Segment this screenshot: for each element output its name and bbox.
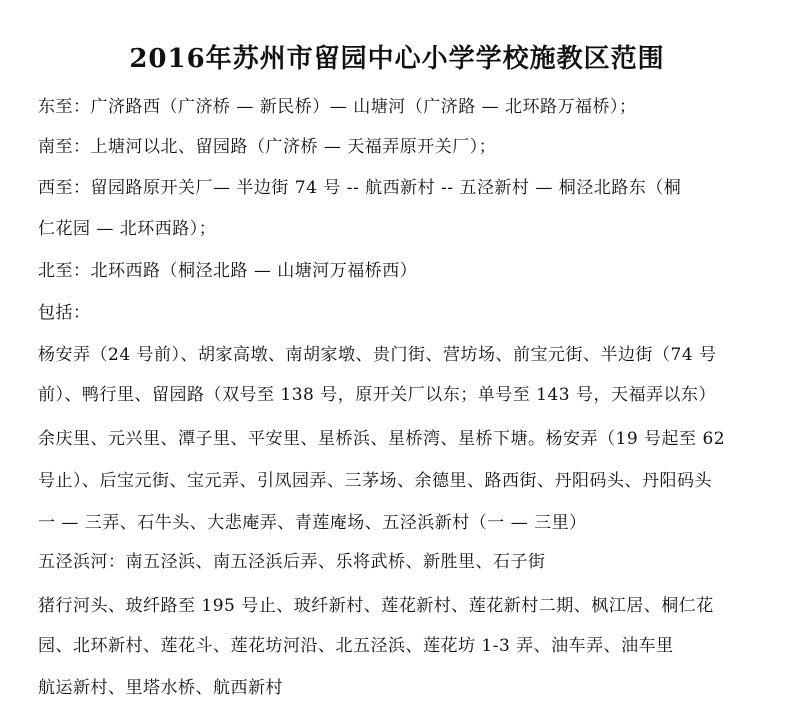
- includes-line: 猪行河头、玻纤路至 195 号止、玻纤新村、莲花新村、莲花新村二期、枫江居、桐仁花: [38, 596, 714, 616]
- document-title: 2016年苏州市留园中心小学学校施教区范围: [129, 44, 665, 74]
- includes-line: 余庆里、元兴里、潭子里、平安里、星桥浜、星桥湾、星桥下塘。杨安弄（19 号起至 62: [38, 429, 726, 449]
- west-boundary-line-continued: 仁花园 — 北环西路）；: [38, 219, 217, 239]
- includes-line: 杨安弄（24 号前）、胡家高墩、南胡家墩、贵门街、营坊场、前宝元街、半边街（74 号: [38, 345, 717, 365]
- west-boundary-line: 西至：留园路原开关厂— 半边街 74 号 -- 航西新村 -- 五泾新村 — 桐泾北路东（桐: [38, 178, 682, 198]
- includes-line: 前）、鸭行里、留园路（双号至 138 号，原开关厂以东；单号至 143 号，天福弄以东）: [38, 385, 717, 405]
- east-boundary-line: 东至：广济路西（广济桥 — 新民桥）— 山塘河（广济路 — 北环路万福桥）；: [38, 97, 637, 117]
- includes-line: 航运新村、里塔水桥、航西新村: [38, 678, 283, 698]
- includes-line: 一 — 三弄、石牛头、大悲庵弄、青莲庵场、五泾浜新村（一 — 三里）: [38, 513, 587, 533]
- includes-line: 园、北环新村、莲花斗、莲花坊河沿、北五泾浜、莲花坊 1-3 弄、油车弄、油车里: [38, 636, 674, 656]
- includes-line: 号止）、后宝元街、宝元弄、引凤园弄、三茅场、余德里、路西街、丹阳码头、丹阳码头: [38, 471, 712, 491]
- north-boundary-line: 北至：北环西路（桐泾北路 — 山塘河万福桥西）: [38, 261, 418, 281]
- includes-heading: 包括：: [38, 303, 91, 323]
- south-boundary-line: 南至：上塘河以北、留园路（广济桥 — 天福弄原开关厂）；: [38, 137, 497, 157]
- wujingbang-river-line: 五泾浜河：南五泾浜、南五泾浜后弄、乐将武桥、新胜里、石子街: [38, 552, 546, 572]
